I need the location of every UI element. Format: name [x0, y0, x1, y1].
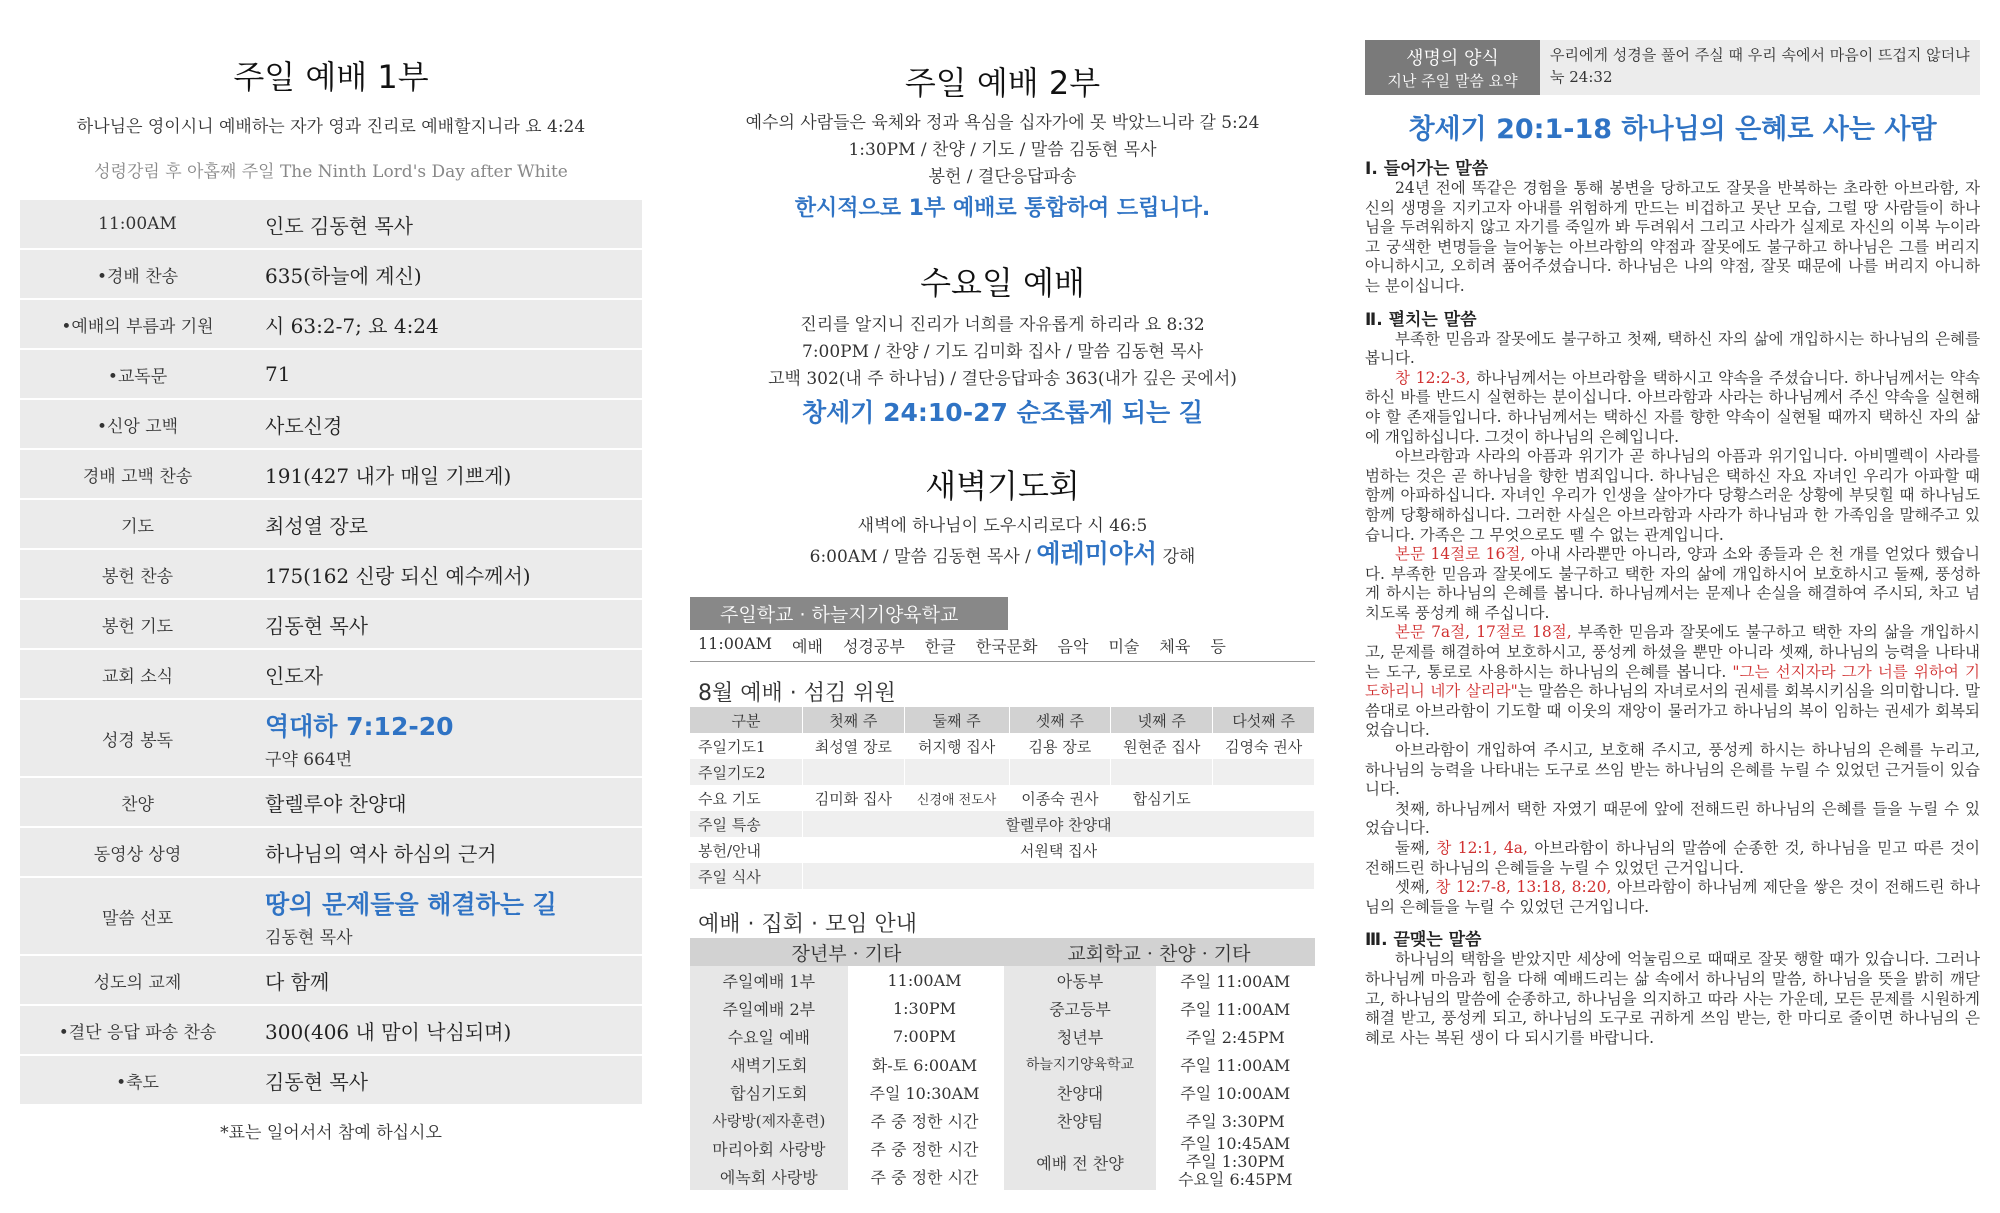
table-cell: 마리아회 사랑방	[690, 1134, 848, 1162]
dawn-time: 6:00AM / 말씀 김동현 목사 /	[809, 547, 1031, 567]
table-cell: 11:00AM	[848, 966, 1003, 994]
dawn-line	[690, 540, 1315, 571]
table-cell: 주일 2:45PM	[1156, 1022, 1315, 1050]
dawn-suffix: 강해	[1162, 547, 1196, 567]
order-row	[20, 700, 642, 776]
schedule-title: 예배 · 집회 · 모임 안내	[698, 912, 917, 937]
committee-title: 8월 예배 · 섬김 위원	[698, 681, 896, 706]
pre-worship-times	[1156, 1134, 1315, 1190]
table-cell: 주일예배 2부	[690, 994, 848, 1022]
table-cell: 수요일 예배	[690, 1022, 848, 1050]
summary-title: 창세기 20:1-18 하나님의 은혜로 사는 사람	[1408, 114, 1937, 145]
paragraph: 하나님의 택함을 받았지만 세상에 억눌림으로 때때로 잘못 행할 때가 있습니다. 그러나 하나님께 마음과 힘을 다해 예배드리는 삶 속에서 하나님의 말씀, 하나님을 뜻을 밝히 깨닫고, 하나님의 말씀에 순종하고, 하나님을 의지하고 따라 사는 가운데, 모든 문제를 시원하게 해결 받고, 풍성케 되고, 하나님의 도구로 귀하게 쓰임 받는, 한 마디로 줄이면 하나님의 은혜로 사는 복된 생이 다 되시기를 바랍니다.	[1365, 950, 1980, 1047]
subject-item: 한글	[924, 637, 956, 656]
table-header: 넷째 주	[1111, 707, 1213, 733]
service2-block	[690, 58, 1315, 222]
wednesday-line1: 7:00PM / 찬양 / 기도 김미화 집사 / 말씀 김동현 목사	[802, 342, 1203, 362]
table-row	[690, 785, 1315, 811]
subject-item: 한국문화	[975, 637, 1038, 656]
table-cell	[1213, 759, 1315, 785]
table-header: 교회학교 · 찬양 · 기타	[1003, 938, 1315, 966]
scripture-ref: 창 12:1, 4a,	[1436, 839, 1528, 857]
order-value: 인도 김동현 목사	[265, 213, 413, 238]
table-cell: 주일예배 1부	[690, 966, 848, 994]
dawn-title: 새벽기도회	[925, 467, 1080, 505]
summary-header-label	[1365, 40, 1540, 95]
subject-item: 11:00AM	[698, 634, 773, 653]
order-value: 하나님의 역사 하심의 근거	[265, 841, 497, 866]
paragraph-text: 하나님께서는 아브라함을 택하시고 약속을 주셨습니다. 하나님께서는 약속하신 바를 반드시 실현하는 분이십니다. 아브라함과 사라는 하나님께서 주신 약속을 실현해야 할 존재들입니다. 하나님께서는 택하신 자를 향한 약속이 실현될 때까지 택하신 자의 삶에 개입하십니다. 그것이 하나님의 은혜입니다.	[1365, 368, 1980, 446]
table-row	[690, 733, 1315, 759]
table-cell: 청년부	[1003, 1022, 1156, 1050]
header-label-1: 생명의 양식	[1406, 48, 1499, 69]
order-label: •경배 찬송	[96, 266, 179, 287]
order-row	[20, 1056, 642, 1104]
table-cell: 주 중 정한 시간	[848, 1162, 1003, 1190]
subject-item: 미술	[1108, 637, 1140, 656]
table-row	[690, 1106, 1315, 1134]
order-row	[20, 250, 642, 298]
order-value	[255, 707, 642, 770]
table-cell: 중고등부	[1003, 994, 1156, 1022]
order-value: 할렐루야 찬양대	[265, 791, 407, 816]
order-label: 찬양	[121, 794, 154, 815]
order-of-worship	[20, 200, 642, 1104]
summary-header	[1365, 40, 1980, 95]
paragraph: 부족한 믿음과 잘못에도 불구하고 첫째, 택하신 자의 삶에 개입하시는 하나님의 은혜를 봅니다.	[1365, 329, 1980, 368]
order-row	[20, 600, 642, 648]
table-cell: 서원택 집사	[802, 837, 1314, 863]
service1-subtitle: 성령강림 후 아홉째 주일 The Ninth Lord's Day after White	[94, 162, 568, 182]
table-cell: 주 중 정한 시간	[848, 1106, 1003, 1134]
order-value: 71	[265, 362, 291, 386]
paragraph-text: 셋째,	[1395, 878, 1436, 897]
table-cell: 봉헌/안내	[690, 837, 802, 863]
scripture-page: 구약 664면	[265, 749, 353, 770]
order-label: 동영상 상영	[93, 844, 182, 865]
standing-footnote: *표는 일어서서 참예 하십시오	[220, 1123, 442, 1143]
table-row	[690, 837, 1315, 863]
committee-table	[690, 707, 1315, 889]
time-line: 주일 1:30PM	[1185, 1152, 1285, 1171]
order-value: 사도신경	[265, 413, 343, 438]
order-label: •결단 응답 파송 찬송	[58, 1022, 217, 1043]
wednesday-title: 수요일 예배	[920, 264, 1085, 302]
table-cell: 새벽기도회	[690, 1050, 848, 1078]
paragraph	[1365, 369, 1980, 447]
table-cell: 합심기도회	[690, 1078, 848, 1106]
paragraph: 24년 전에 똑같은 경험을 통해 봉변을 당하고도 잘못을 반복하는 초라한 아브라함, 자신의 생명을 지키고자 아내를 위험하게 만드는 비겁하고 못난 모습, 그럴 땅 사람들이 하나님을 두려워하지 않고 자기를 죽일까 봐 두려워서 그리고 사라가 실제로 자신의 이복 누이라고 궁색한 변명들을 늘어놓는 아브라함의 약점과 잘못에도 불구하고 하나님은 그를 버리지 아니하시고, 오히려 품어주셨습니다. 하나님은 나의 약점, 잘못 때문에 나를 버리지 아니하는 분이십니다.	[1365, 179, 1980, 295]
service2-line1: 1:30PM / 찬양 / 기도 / 말씀 김동현 목사	[848, 140, 1157, 160]
sermon-summary-column	[1365, 0, 1980, 1048]
wednesday-verse: 진리를 알지니 진리가 너희를 자유롭게 하리라 요 8:32	[800, 315, 1205, 335]
order-label: 성도의 교제	[93, 972, 182, 993]
order-value: 191(427 내가 매일 기쁘게)	[265, 463, 512, 488]
order-value: 인도자	[265, 663, 323, 688]
summary-header-verse: 우리에게 성경을 풀어 주실 때 우리 속에서 마음이 뜨겁지 않더냐 눅 24:32	[1540, 40, 1980, 95]
scripture-reading: 역대하 7:12-20	[265, 711, 454, 741]
table-cell: 주일 3:30PM	[1156, 1106, 1315, 1134]
order-row	[20, 956, 642, 1004]
table-header: 장년부 · 기타	[690, 938, 1003, 966]
service1-title: 주일 예배 1부	[233, 58, 429, 96]
table-cell: 주일 11:00AM	[1156, 966, 1315, 994]
section-heading: Ⅰ. 들어가는 말씀	[1365, 159, 1489, 179]
table-cell	[802, 863, 1314, 889]
order-value: 시 63:2-7; 요 4:24	[265, 313, 439, 338]
table-cell: 하늘지기양육학교	[1003, 1050, 1156, 1078]
table-cell: 신경애 전도사	[904, 785, 1009, 811]
table-header: 첫째 주	[802, 707, 904, 733]
table-cell	[1009, 759, 1111, 785]
table-cell: 김영숙 권사	[1213, 733, 1315, 759]
table-cell: 에녹회 사랑방	[690, 1162, 848, 1190]
order-row	[20, 450, 642, 498]
subject-item: 예배	[792, 637, 823, 656]
time-line: 수요일 6:45PM	[1178, 1170, 1293, 1189]
wednesday-sermon: 창세기 24:10-27 순조롭게 되는 길	[801, 398, 1204, 427]
order-label: •신앙 고백	[96, 416, 179, 437]
table-cell: 예배 전 찬양	[1003, 1134, 1156, 1190]
paragraph: 아브라함과 사라의 아픔과 위기가 곧 하나님의 아픔과 위기입니다. 아비멜렉이 사라를 범하는 것은 곧 하나님을 향한 범죄입니다. 하나님은 택하신 자요 자녀인 우리가 아파할 때 함께 아파하십니다. 자녀인 우리가 인생을 살아가다 당황스러운 상황에 부딪힐 때 하나님도 함께 당황해하십니다. 그러한 사실은 아브라함과 사라가 하나님과 한 가족임을 말해주고 있습니다. 가족은 그 무엇으로도 뗄 수 없는 관계입니다.	[1365, 447, 1980, 544]
service1-verse: 하나님은 영이시니 예배하는 자가 영과 진리로 예배할지니라 요 4:24	[76, 117, 586, 137]
order-value: 김동현 목사	[265, 613, 368, 638]
table-cell: 사랑방(제자훈련)	[690, 1106, 848, 1134]
table-header: 셋째 주	[1009, 707, 1111, 733]
service2-notice: 한시적으로 1부 예배로 통합하여 드립니다.	[794, 196, 1211, 221]
order-label: 교회 소식	[101, 666, 174, 687]
sermon-title: 땅의 문제들을 해결하는 길	[265, 889, 557, 919]
table-cell: 주일 10:00AM	[1156, 1078, 1315, 1106]
scripture-quote: "그는 선지자라 그가 너를 위하여 기도하리니 네가 살리라"	[1365, 662, 1980, 701]
table-cell: 이종숙 권사	[1009, 785, 1111, 811]
table-row	[690, 994, 1315, 1022]
table-cell: 주일 특송	[690, 811, 802, 837]
table-cell	[1213, 785, 1315, 811]
table-header: 구분	[690, 707, 802, 733]
paragraph	[1365, 623, 1980, 741]
subject-item: 등	[1210, 637, 1226, 656]
order-label: •교독문	[107, 366, 168, 387]
services-column	[690, 0, 1315, 1190]
table-row	[690, 1078, 1315, 1106]
sermon-preacher: 김동현 목사	[265, 927, 353, 948]
table-cell: 주일 11:00AM	[1156, 1050, 1315, 1078]
paragraph	[1365, 545, 1980, 623]
order-value: 다 함께	[265, 969, 330, 994]
scripture-ref: 창 12:2-3,	[1395, 368, 1471, 387]
table-cell: 합심기도	[1111, 785, 1213, 811]
order-label: 경배 고백 찬송	[82, 466, 193, 487]
table-row	[690, 1134, 1315, 1162]
subject-item: 음악	[1057, 637, 1089, 656]
table-cell: 주일 10:30AM	[848, 1078, 1003, 1106]
order-label: •축도	[116, 1072, 159, 1093]
table-cell: 1:30PM	[848, 994, 1003, 1022]
dawn-verse: 새벽에 하나님이 도우시리로다 시 46:5	[857, 516, 1148, 536]
table-cell: 주일기도1	[690, 733, 802, 759]
subject-item: 성경공부	[842, 637, 905, 656]
service2-title: 주일 예배 2부	[904, 64, 1101, 102]
table-cell: 주일기도2	[690, 759, 802, 785]
order-label: 성경 봉독	[101, 730, 174, 751]
paragraph-text: 아브라함이 하나님께 제단을 쌓은 것이 전해드린 하나님의 은혜들을 누릴 수 있었던 근거입니다.	[1365, 878, 1981, 916]
order-row	[20, 778, 642, 826]
order-row	[20, 350, 642, 398]
school-band: 주일학교 · 하늘지기양육학교	[690, 597, 1008, 630]
paragraph-text: 둘째,	[1395, 839, 1437, 857]
table-row	[690, 863, 1315, 889]
order-row	[20, 300, 642, 348]
scripture-ref: 본문 7a절, 17절로 18절,	[1395, 623, 1572, 642]
time-line: 주일 10:45AM	[1180, 1134, 1291, 1153]
paragraph: 첫째, 하나님께서 택한 자였기 때문에 앞에 전해드린 하나님의 은혜를 들을 누릴 수 있었습니다.	[1365, 799, 1980, 838]
order-row	[20, 1006, 642, 1054]
table-cell	[1111, 759, 1213, 785]
schedule-table	[690, 938, 1315, 1190]
order-label: 기도	[121, 516, 154, 537]
school-block	[690, 597, 1315, 662]
committee-header-row	[690, 707, 1315, 733]
table-row	[690, 1050, 1315, 1078]
table-cell	[904, 759, 1009, 785]
order-row	[20, 878, 642, 954]
subject-item: 체육	[1159, 637, 1191, 656]
table-row	[690, 759, 1315, 785]
scripture-ref: 본문 14절로 16절,	[1395, 545, 1526, 564]
paragraph-text: 아브라함이 하나님의 말씀에 순종한 것, 하나님을 믿고 따른 것이 전해드린 하나님의 은혜들을 누릴 수 있었던 근거입니다.	[1365, 839, 1980, 877]
paragraph-text: 부족한 믿음과 잘못에도 불구하고 택한 자의 삶을 개입하시고, 문제를 해결하여 보호하시고, 풍성케 하셨을 뿐만 아니라 셋째, 하나님의 능력을 나타내는 도구, 통로로 사용하시는 하나님의 은혜를 봅니다.	[1365, 623, 1980, 681]
section-heading: Ⅲ. 끝맺는 말씀	[1365, 930, 1482, 951]
paragraph-text: 는 말씀은 하나님의 자녀로서의 권세를 회복시키심을 의미합니다. 말씀대로 아브라함이 기도할 때 이웃의 재앙이 물러가고 하나님의 복이 임하는 권세가 회복되었습니다.	[1365, 682, 1980, 740]
order-row	[20, 200, 642, 248]
paragraph	[1365, 839, 1980, 878]
order-value: 김동현 목사	[265, 1069, 368, 1094]
order-row	[20, 400, 642, 448]
service2-line2: 봉헌 / 결단응답파송	[928, 167, 1077, 187]
schedule-header-row	[690, 938, 1315, 966]
table-cell: 김용 장로	[1009, 733, 1111, 759]
order-label: 말씀 선포	[101, 908, 174, 929]
table-header: 둘째 주	[904, 707, 1009, 733]
table-cell: 찬양대	[1003, 1078, 1156, 1106]
table-cell: 화-토 6:00AM	[848, 1050, 1003, 1078]
paragraph-text: 아내 사라뿐만 아니라, 양과 소와 종들과 은 천 개를 얻었다 했습니다. 부족한 믿음과 잘못에도 불구하고 택한 자의 삶에 개입하시어 보호하시고 둘째, 풍성하게 하시는 하나님의 은혜를 봅니다. 하나님께서는 문제나 손실을 해결하여 주시되, 차고 넘치도록 풍성케 해 주십니다.	[1365, 545, 1980, 622]
service1-column	[20, 0, 642, 1143]
table-cell	[802, 759, 904, 785]
dawn-block	[690, 461, 1315, 571]
order-row	[20, 650, 642, 698]
scripture-ref: 창 12:7-8, 13:18, 8:20,	[1435, 878, 1612, 897]
table-cell: 7:00PM	[848, 1022, 1003, 1050]
service2-verse: 예수의 사람들은 육체와 정과 욕심을 십자가에 못 박았느니라 갈 5:24	[745, 113, 1260, 133]
order-value: 최성열 장로	[265, 513, 368, 538]
table-header: 다섯째 주	[1213, 707, 1315, 733]
table-cell: 주일 식사	[690, 863, 802, 889]
table-row	[690, 811, 1315, 837]
paragraph	[1365, 878, 1980, 917]
order-row	[20, 828, 642, 876]
table-row	[690, 1022, 1315, 1050]
school-subjects	[690, 630, 1315, 662]
table-cell: 주일 11:00AM	[1156, 994, 1315, 1022]
order-label: 봉헌 기도	[101, 616, 174, 637]
wednesday-line2: 고백 302(내 주 하나님) / 결단응답파송 363(내가 깊은 곳에서)	[768, 369, 1237, 389]
wednesday-block	[690, 258, 1315, 429]
table-cell: 찬양팀	[1003, 1106, 1156, 1134]
order-value: 635(하늘에 계신)	[265, 263, 422, 288]
order-label: 11:00AM	[98, 214, 177, 234]
order-value	[255, 885, 642, 948]
order-row	[20, 500, 642, 548]
header-label-2: 지난 주일 말씀 요약	[1387, 72, 1518, 90]
table-cell: 할렐루야 찬양대	[802, 811, 1314, 837]
table-cell: 아동부	[1003, 966, 1156, 994]
table-row	[690, 966, 1315, 994]
table-cell: 원현준 집사	[1111, 733, 1213, 759]
table-cell: 최성열 장로	[802, 733, 904, 759]
order-value: 300(406 내 맘이 낙심되며)	[265, 1019, 512, 1044]
order-row	[20, 550, 642, 598]
order-value: 175(162 신랑 되신 예수께서)	[265, 563, 531, 588]
order-label: 봉헌 찬송	[101, 566, 174, 587]
dawn-book: 예레미야서	[1036, 539, 1158, 568]
table-cell: 허지행 집사	[904, 733, 1009, 759]
order-label: •예배의 부름과 기원	[61, 316, 214, 337]
section-heading: Ⅱ. 펼치는 말씀	[1365, 309, 1477, 330]
table-cell: 주 중 정한 시간	[848, 1134, 1003, 1162]
table-cell: 수요 기도	[690, 785, 802, 811]
paragraph: 아브라함이 개입하여 주시고, 보호해 주시고, 풍성케 하시는 하나님의 은혜를 누리고, 하나님의 능력을 나타내는 도구로 쓰임 받는 하나님의 은혜를 누릴 수 있었던 근거들이 있습니다.	[1365, 741, 1980, 799]
table-cell: 김미화 집사	[802, 785, 904, 811]
